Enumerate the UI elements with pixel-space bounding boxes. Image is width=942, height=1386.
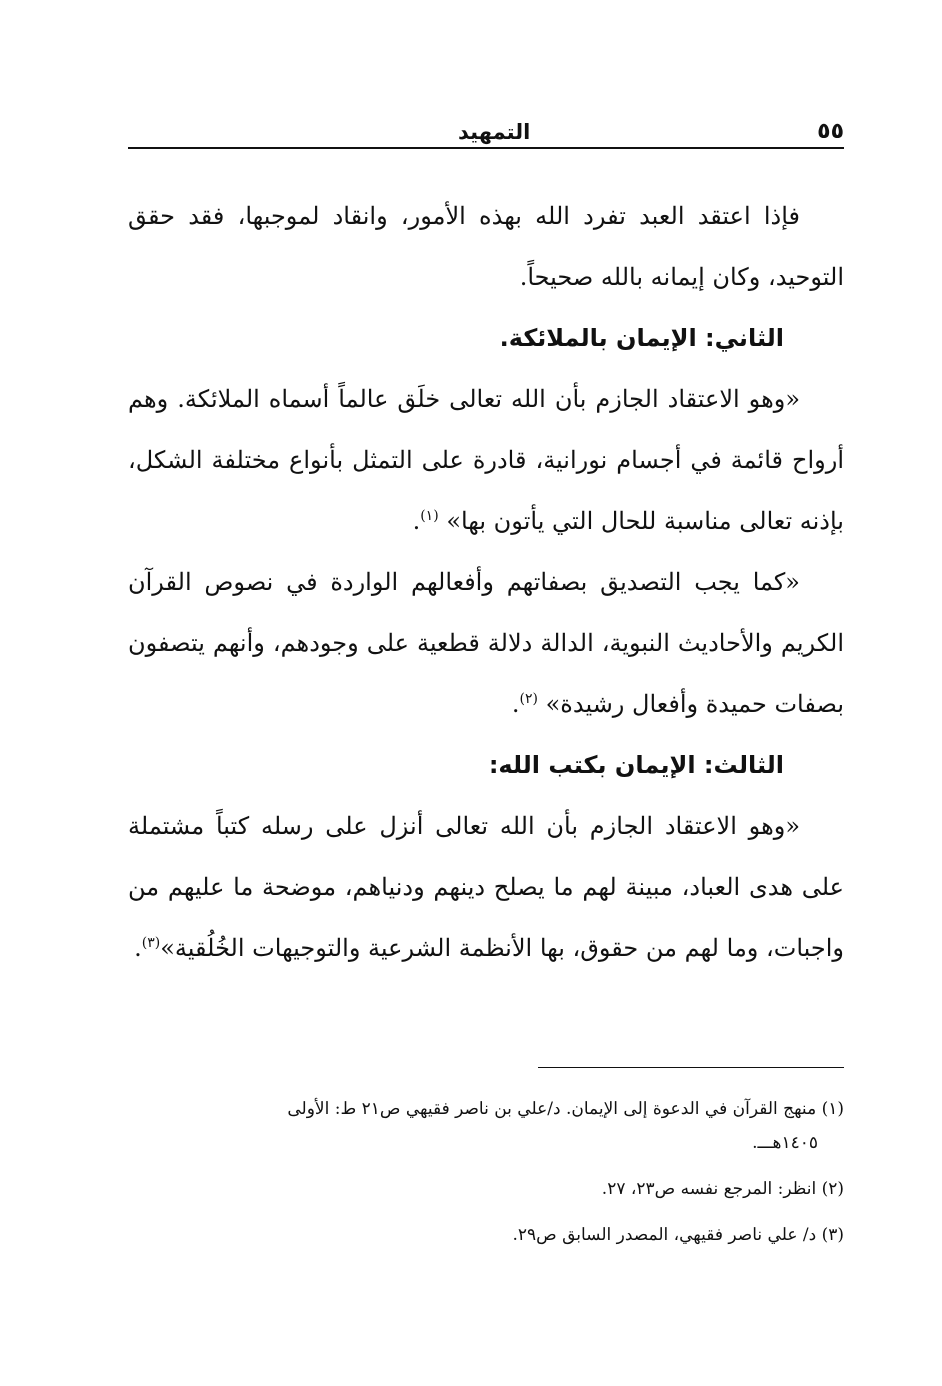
- page-number: ٥٥: [817, 119, 844, 144]
- paragraph-books-definition: [128, 796, 844, 979]
- paragraph-text: «وهو الاعتقاد الجازم بأن الله تعالى أنزل على رسله كتباً مشتملة على هدى العباد، مبينة لهم ما يصلح دينهم ودنياهم، موضحة ما عليهم من واجبات، وما لهم من حقوق، بها الأنظمة الشرعية والتوجيهات الخُلُقية»: [128, 812, 844, 962]
- paragraph-end: .: [511, 690, 520, 718]
- footnote-1: (١) منهج القرآن في الدعوة إلى الإيمان. د/علي بن ناصر فقيهي ص٢١ ط: الأولى: [287, 1099, 844, 1119]
- paragraph-text: فإذا اعتقد العبد تفرد الله بهذه الأمور، وانقاد لموجبها، فقد حقق التوحيد، وكان إيمانه بالله صحيحاً.: [128, 202, 844, 291]
- paragraph-end: .: [134, 934, 142, 962]
- paragraph-angels-definition: [128, 369, 844, 552]
- footnote-separator: [538, 1067, 844, 1068]
- section-heading-books: الثالث: الإيمان بكتب الله:: [488, 751, 784, 779]
- main-text: [128, 186, 844, 979]
- paragraph-text: «وهو الاعتقاد الجازم بأن الله تعالى خلَق عالماً أسماه الملائكة. وهم أرواح قائمة في أجسام نورانية، قادرة على التمثل بأنواع مختلفة الشكل، بإذنه تعالى مناسبة للحال التي يأتون بها»: [128, 385, 844, 535]
- paragraph-angels-belief: [128, 552, 844, 735]
- footnote-1-continuation: ١٤٠٥هـــ.: [752, 1133, 818, 1153]
- paragraph-tawhid: [128, 186, 844, 308]
- footnotes: [128, 1092, 844, 1252]
- section-heading-angels: الثاني: الإيمان بالملائكة.: [499, 324, 784, 352]
- footnote-ref-1[interactable]: (١): [420, 508, 439, 524]
- paragraph-text: «كما يجب التصديق بصفاتهم وأفعالهم الواردة في نصوص القرآن الكريم والأحاديث النبوية، الدالة دلالة قطعية على وجودهم، وأنهم يتصفون بصفات حميدة وأفعال رشيدة»: [128, 568, 844, 718]
- footnote-3: (٣) د/ علي ناصر فقيهي، المصدر السابق ص٢٩.: [512, 1225, 844, 1245]
- chapter-title: التمهيد: [458, 120, 531, 144]
- footnote-gap: [128, 1206, 844, 1218]
- footnote-2: (٢) انظر: المرجع نفسه ص٢٣، ٢٧.: [601, 1179, 844, 1199]
- footnote-gap: [128, 1160, 844, 1172]
- footnote-ref-2[interactable]: (٢): [519, 691, 538, 707]
- footnote-ref-3[interactable]: (٣): [141, 935, 161, 951]
- paragraph-end: .: [412, 507, 421, 535]
- running-header: [128, 108, 844, 144]
- header-rule: [128, 147, 844, 149]
